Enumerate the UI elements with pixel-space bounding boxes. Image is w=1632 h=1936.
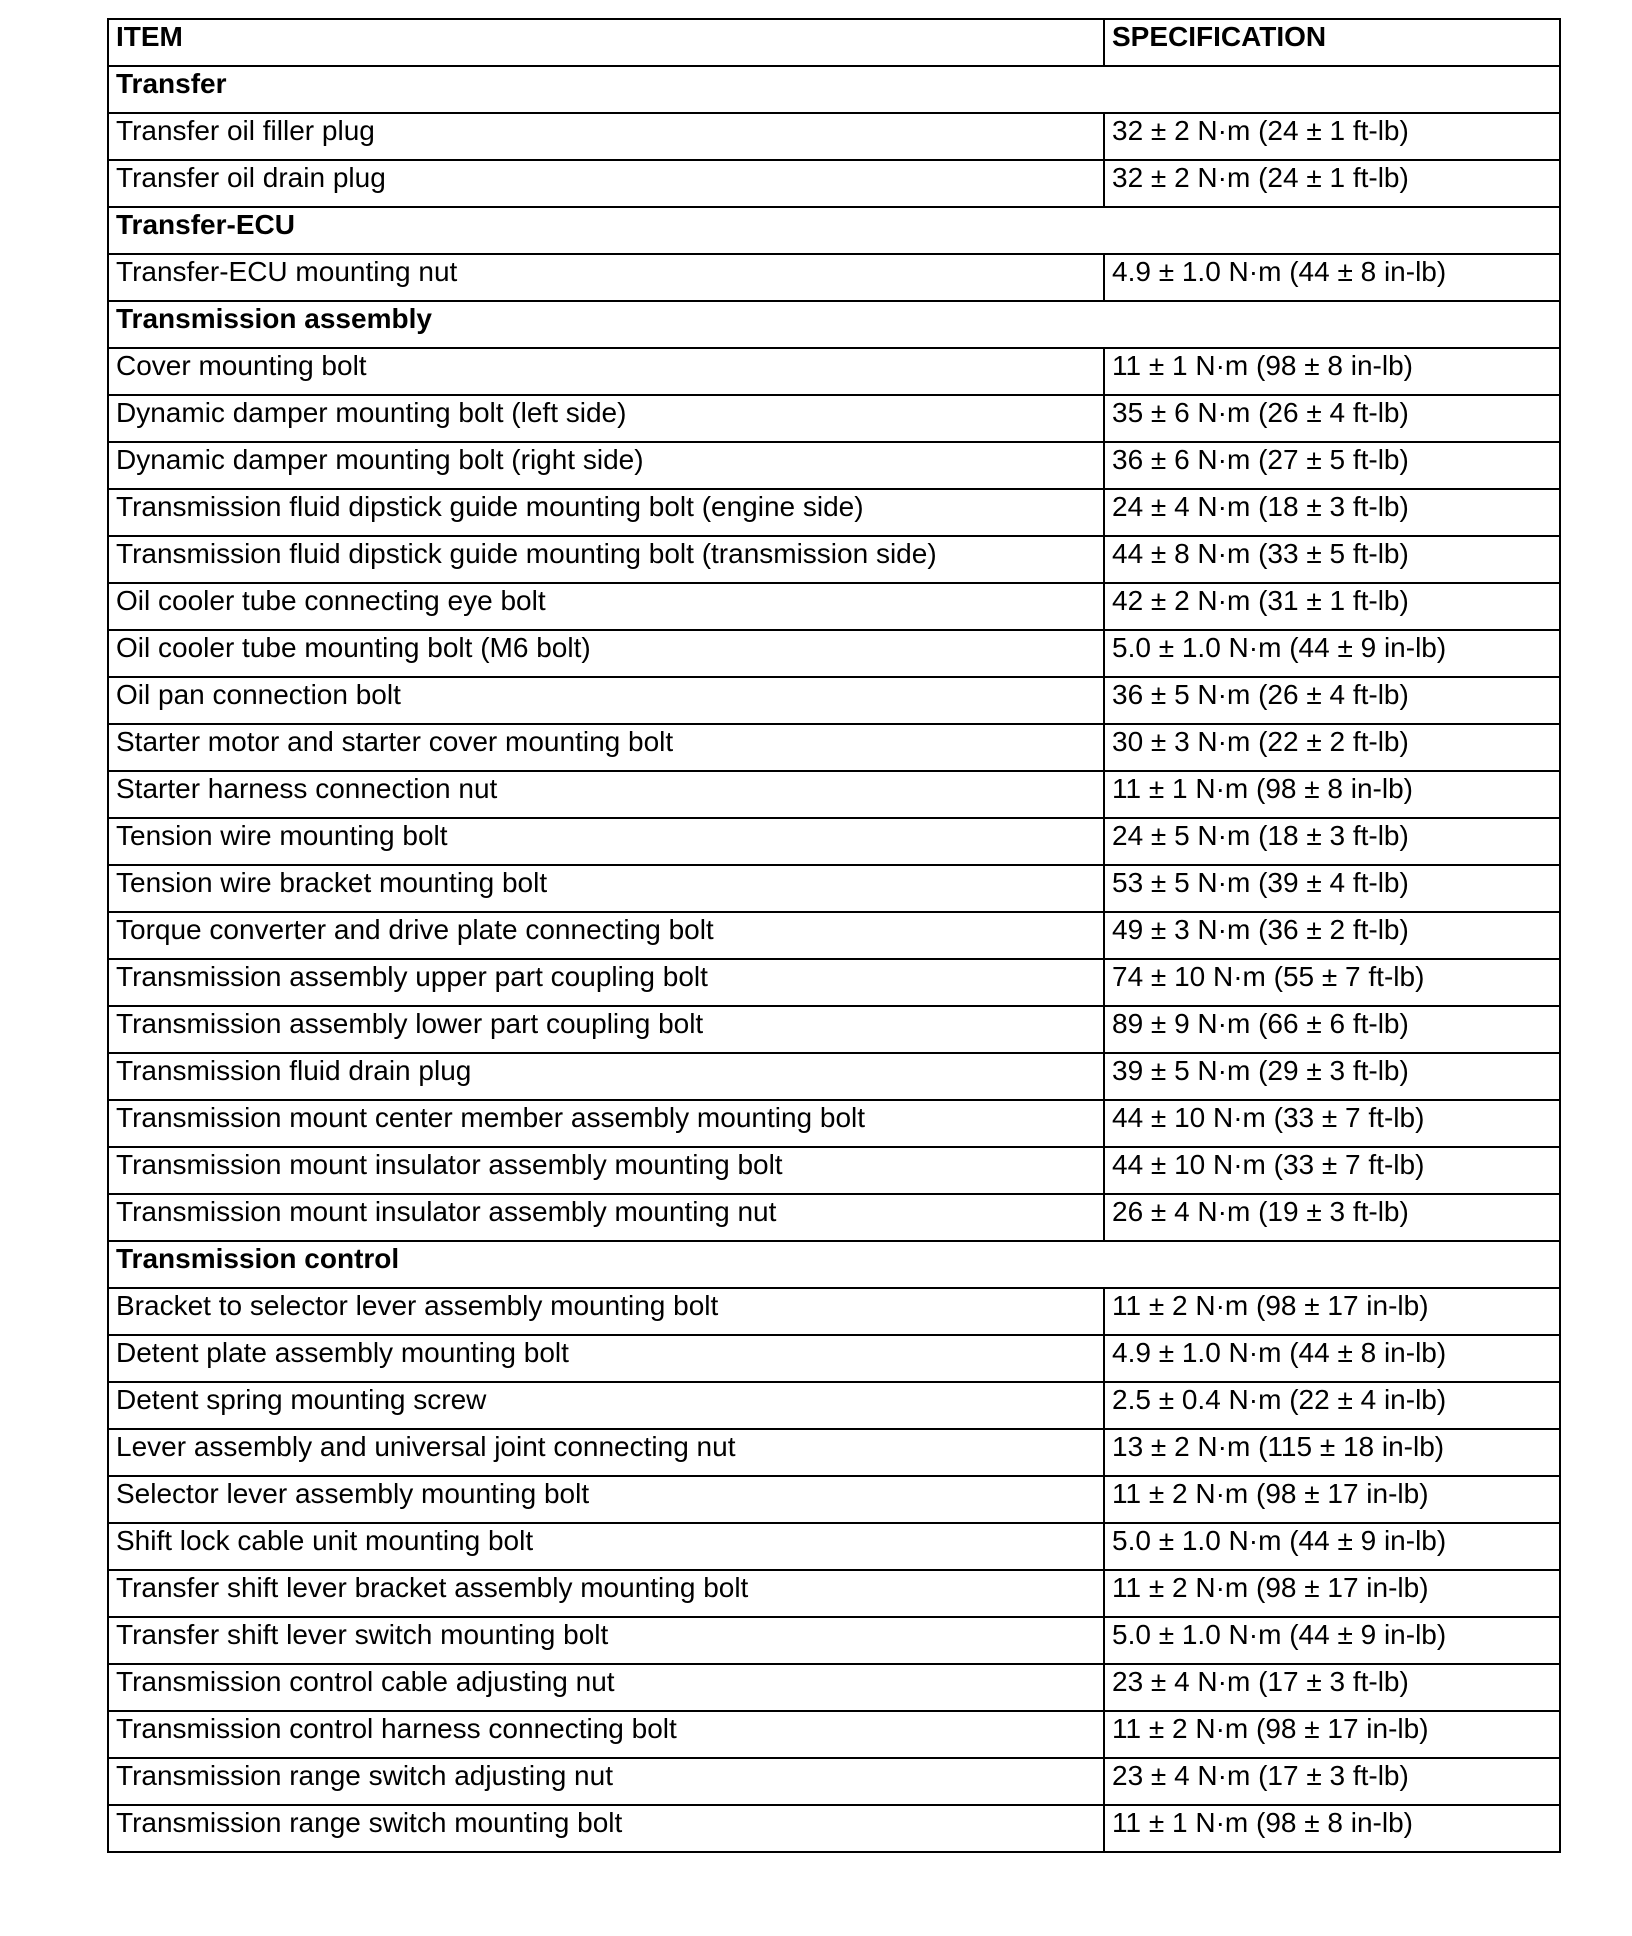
item-cell: Transmission mount insulator assembly mounting bolt [108, 1147, 1104, 1194]
section-row [108, 66, 1560, 113]
spec-cell: 11 ± 2 N·m (98 ± 17 in-lb) [1104, 1711, 1560, 1758]
item-cell: Dynamic damper mounting bolt (right side) [108, 442, 1104, 489]
table-row [108, 959, 1560, 1006]
spec-cell: 4.9 ± 1.0 N·m (44 ± 8 in-lb) [1104, 1335, 1560, 1382]
spec-cell: 42 ± 2 N·m (31 ± 1 ft-lb) [1104, 583, 1560, 630]
table-row [108, 1523, 1560, 1570]
table-row [108, 1758, 1560, 1805]
item-cell: Transfer oil filler plug [108, 113, 1104, 160]
table-row [108, 1570, 1560, 1617]
table-row [108, 912, 1560, 959]
item-cell: Transmission fluid dipstick guide mounting bolt (transmission side) [108, 536, 1104, 583]
item-cell: Transmission control cable adjusting nut [108, 1664, 1104, 1711]
section-title: Transmission control [108, 1241, 1560, 1288]
spec-cell: 11 ± 1 N·m (98 ± 8 in-lb) [1104, 771, 1560, 818]
item-cell: Shift lock cable unit mounting bolt [108, 1523, 1104, 1570]
spec-cell: 11 ± 2 N·m (98 ± 17 in-lb) [1104, 1476, 1560, 1523]
item-cell: Transfer shift lever switch mounting bolt [108, 1617, 1104, 1664]
table-row [108, 395, 1560, 442]
item-cell: Transmission assembly lower part coupling bolt [108, 1006, 1104, 1053]
item-cell: Selector lever assembly mounting bolt [108, 1476, 1104, 1523]
section-title: Transfer-ECU [108, 207, 1560, 254]
table-row [108, 489, 1560, 536]
spec-cell: 53 ± 5 N·m (39 ± 4 ft-lb) [1104, 865, 1560, 912]
table-row [108, 677, 1560, 724]
table-row [108, 1006, 1560, 1053]
item-cell: Transfer oil drain plug [108, 160, 1104, 207]
spec-cell: 32 ± 2 N·m (24 ± 1 ft-lb) [1104, 113, 1560, 160]
spec-cell: 4.9 ± 1.0 N·m (44 ± 8 in-lb) [1104, 254, 1560, 301]
spec-cell: 11 ± 1 N·m (98 ± 8 in-lb) [1104, 348, 1560, 395]
item-cell: Tension wire bracket mounting bolt [108, 865, 1104, 912]
table-row [108, 113, 1560, 160]
table-row [108, 442, 1560, 489]
item-cell: Transmission assembly upper part coupling bolt [108, 959, 1104, 1006]
item-cell: Transmission fluid dipstick guide mounting bolt (engine side) [108, 489, 1104, 536]
item-cell: Starter motor and starter cover mounting bolt [108, 724, 1104, 771]
section-row [108, 301, 1560, 348]
table-row [108, 771, 1560, 818]
table-row [108, 1288, 1560, 1335]
item-cell: Oil cooler tube connecting eye bolt [108, 583, 1104, 630]
table-row [108, 1194, 1560, 1241]
table-row [108, 1382, 1560, 1429]
spec-cell: 44 ± 8 N·m (33 ± 5 ft-lb) [1104, 536, 1560, 583]
spec-cell: 30 ± 3 N·m (22 ± 2 ft-lb) [1104, 724, 1560, 771]
table-row [108, 1711, 1560, 1758]
spec-cell: 5.0 ± 1.0 N·m (44 ± 9 in-lb) [1104, 630, 1560, 677]
table-row [108, 160, 1560, 207]
table-row [108, 583, 1560, 630]
spec-cell: 44 ± 10 N·m (33 ± 7 ft-lb) [1104, 1100, 1560, 1147]
table-row [108, 1429, 1560, 1476]
section-row [108, 207, 1560, 254]
item-cell: Transmission mount insulator assembly mounting nut [108, 1194, 1104, 1241]
spec-cell: 36 ± 6 N·m (27 ± 5 ft-lb) [1104, 442, 1560, 489]
table-row [108, 348, 1560, 395]
table-row [108, 1100, 1560, 1147]
table-row [108, 1617, 1560, 1664]
table-row [108, 536, 1560, 583]
spec-cell: 24 ± 4 N·m (18 ± 3 ft-lb) [1104, 489, 1560, 536]
spec-cell: 36 ± 5 N·m (26 ± 4 ft-lb) [1104, 677, 1560, 724]
spec-cell: 24 ± 5 N·m (18 ± 3 ft-lb) [1104, 818, 1560, 865]
spec-cell: 49 ± 3 N·m (36 ± 2 ft-lb) [1104, 912, 1560, 959]
spec-cell: 26 ± 4 N·m (19 ± 3 ft-lb) [1104, 1194, 1560, 1241]
spec-cell: 44 ± 10 N·m (33 ± 7 ft-lb) [1104, 1147, 1560, 1194]
spec-cell: 11 ± 2 N·m (98 ± 17 in-lb) [1104, 1288, 1560, 1335]
table-row [108, 630, 1560, 677]
section-row [108, 1241, 1560, 1288]
table-row [108, 865, 1560, 912]
header-item: ITEM [108, 19, 1104, 66]
header-row [108, 19, 1560, 66]
item-cell: Transmission fluid drain plug [108, 1053, 1104, 1100]
item-cell: Transmission range switch mounting bolt [108, 1805, 1104, 1852]
spec-cell: 5.0 ± 1.0 N·m (44 ± 9 in-lb) [1104, 1617, 1560, 1664]
item-cell: Detent spring mounting screw [108, 1382, 1104, 1429]
table-row [108, 1805, 1560, 1852]
item-cell: Oil cooler tube mounting bolt (M6 bolt) [108, 630, 1104, 677]
table-row [108, 724, 1560, 771]
section-title: Transfer [108, 66, 1560, 113]
spec-cell: 23 ± 4 N·m (17 ± 3 ft-lb) [1104, 1758, 1560, 1805]
spec-cell: 23 ± 4 N·m (17 ± 3 ft-lb) [1104, 1664, 1560, 1711]
spec-cell: 5.0 ± 1.0 N·m (44 ± 9 in-lb) [1104, 1523, 1560, 1570]
table-row [108, 818, 1560, 865]
spec-cell: 32 ± 2 N·m (24 ± 1 ft-lb) [1104, 160, 1560, 207]
item-cell: Transmission mount center member assembly mounting bolt [108, 1100, 1104, 1147]
item-cell: Bracket to selector lever assembly mounting bolt [108, 1288, 1104, 1335]
item-cell: Transmission range switch adjusting nut [108, 1758, 1104, 1805]
spec-cell: 39 ± 5 N·m (29 ± 3 ft-lb) [1104, 1053, 1560, 1100]
item-cell: Cover mounting bolt [108, 348, 1104, 395]
item-cell: Transmission control harness connecting bolt [108, 1711, 1104, 1758]
item-cell: Torque converter and drive plate connecting bolt [108, 912, 1104, 959]
item-cell: Dynamic damper mounting bolt (left side) [108, 395, 1104, 442]
spec-cell: 35 ± 6 N·m (26 ± 4 ft-lb) [1104, 395, 1560, 442]
spec-cell: 13 ± 2 N·m (115 ± 18 in-lb) [1104, 1429, 1560, 1476]
item-cell: Oil pan connection bolt [108, 677, 1104, 724]
item-cell: Detent plate assembly mounting bolt [108, 1335, 1104, 1382]
spec-table-body [108, 19, 1560, 1852]
item-cell: Transfer shift lever bracket assembly mounting bolt [108, 1570, 1104, 1617]
item-cell: Lever assembly and universal joint connecting nut [108, 1429, 1104, 1476]
item-cell: Transfer-ECU mounting nut [108, 254, 1104, 301]
table-row [108, 1335, 1560, 1382]
table-row [108, 1053, 1560, 1100]
section-title: Transmission assembly [108, 301, 1560, 348]
table-row [108, 1476, 1560, 1523]
torque-spec-table [107, 18, 1561, 1853]
item-cell: Starter harness connection nut [108, 771, 1104, 818]
item-cell: Tension wire mounting bolt [108, 818, 1104, 865]
spec-cell: 2.5 ± 0.4 N·m (22 ± 4 in-lb) [1104, 1382, 1560, 1429]
spec-cell: 11 ± 1 N·m (98 ± 8 in-lb) [1104, 1805, 1560, 1852]
header-specification: SPECIFICATION [1104, 19, 1560, 66]
spec-cell: 89 ± 9 N·m (66 ± 6 ft-lb) [1104, 1006, 1560, 1053]
table-row [108, 254, 1560, 301]
table-row [108, 1147, 1560, 1194]
table-row [108, 1664, 1560, 1711]
spec-cell: 74 ± 10 N·m (55 ± 7 ft-lb) [1104, 959, 1560, 1006]
spec-cell: 11 ± 2 N·m (98 ± 17 in-lb) [1104, 1570, 1560, 1617]
